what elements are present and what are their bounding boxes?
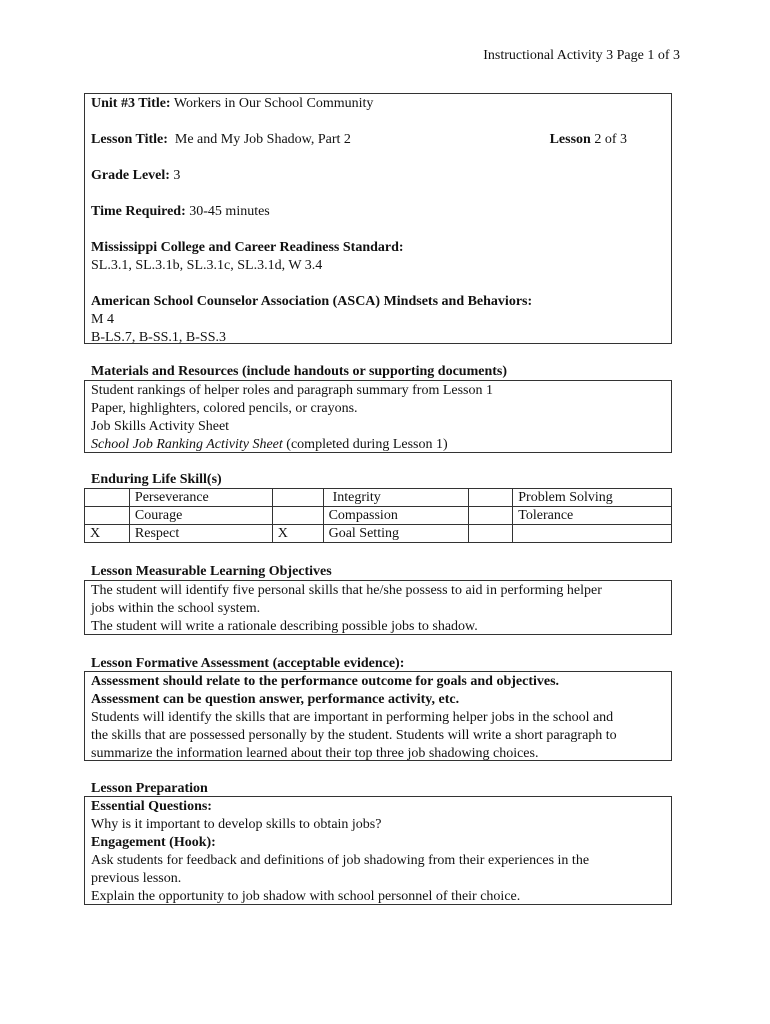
materials-box [84, 380, 672, 453]
skills-row [85, 507, 672, 525]
essential-questions-label: Essential Questions: [91, 799, 212, 814]
asca-line-2: B-LS.7, B-SS.1, B-SS.3 [91, 330, 226, 345]
grade-level-row [91, 167, 665, 185]
grade-level-value: 3 [173, 168, 181, 183]
skill-selection-cell [272, 489, 323, 507]
life-skills-table [84, 488, 672, 543]
standard-label: Mississippi College and Career Readiness Standard: [91, 240, 404, 255]
skill-name-cell: Integrity [323, 489, 469, 507]
time-required-value: 30-45 minutes [189, 204, 270, 219]
assessment-line-3: summarize the information learned about their top three job shadowing choices. [91, 746, 539, 761]
hook-line-3: Explain the opportunity to job shadow with school personnel of their choice. [91, 889, 521, 904]
lesson-number-label: Lesson [549, 132, 591, 147]
skills-row [85, 525, 672, 543]
objective-line-3: The student will write a rationale describing possible jobs to shadow. [91, 619, 478, 634]
skill-selection-cell [469, 525, 513, 543]
skill-name-cell: Goal Setting [323, 525, 469, 543]
skill-selection-cell [469, 489, 513, 507]
unit-title-value: Workers in Our School Community [173, 96, 374, 111]
skill-name-cell: Perseverance [129, 489, 272, 507]
hook-label: Engagement (Hook): [91, 835, 216, 850]
essential-questions-text: Why is it important to develop skills to obtain jobs? [91, 817, 382, 832]
asca-line-1: M 4 [91, 312, 114, 327]
hook-line-2: previous lesson. [91, 871, 182, 886]
standard-value: SL.3.1, SL.3.1b, SL.3.1c, SL.3.1d, W 3.4 [91, 258, 323, 273]
skills-heading: Enduring Life Skill(s) [91, 472, 222, 487]
assessment-line-1: Students will identify the skills that are important in performing helper jobs in the school and [91, 710, 614, 725]
preparation-heading: Lesson Preparation [91, 781, 208, 796]
lesson-info-box [84, 93, 672, 344]
skill-selection-cell [469, 507, 513, 525]
materials-line-3: Job Skills Activity Sheet [91, 419, 230, 434]
skill-selection-cell: X [272, 525, 323, 543]
materials-line-4 [91, 436, 665, 454]
skill-selection-cell [85, 489, 130, 507]
skill-name-cell: Compassion [323, 507, 469, 525]
objective-line-2: jobs within the school system. [91, 601, 261, 616]
skill-name-cell: Tolerance [513, 507, 672, 525]
time-required-label: Time Required: [91, 204, 186, 219]
hook-line-1: Ask students for feedback and definitions of job shadowing from their experiences in the [91, 853, 590, 868]
page-header: Instructional Activity 3 Page 1 of 3 [483, 48, 680, 63]
objectives-box [84, 580, 672, 635]
objectives-heading: Lesson Measurable Learning Objectives [91, 564, 332, 579]
materials-sheet-title: School Job Ranking Activity Sheet [91, 437, 283, 452]
skill-selection-cell: X [85, 525, 130, 543]
assessment-heading: Lesson Formative Assessment (acceptable evidence): [91, 656, 405, 671]
skill-selection-cell [272, 507, 323, 525]
grade-level-label: Grade Level: [91, 168, 170, 183]
materials-line-1: Student rankings of helper roles and paragraph summary from Lesson 1 [91, 383, 494, 398]
time-required-row [91, 203, 665, 221]
assessment-note-2: Assessment can be question answer, performance activity, etc. [91, 692, 460, 707]
objective-line-1: The student will identify five personal skills that he/she possess to aid in performing helper [91, 583, 602, 598]
preparation-box [84, 796, 672, 905]
assessment-note-1: Assessment should relate to the performance outcome for goals and objectives. [91, 674, 560, 689]
unit-title-label: Unit #3 Title: [91, 96, 171, 111]
skills-row [85, 489, 672, 507]
materials-line-2: Paper, highlighters, colored pencils, or crayons. [91, 401, 358, 416]
materials-heading: Materials and Resources (include handouts or supporting documents) [91, 364, 508, 379]
lesson-title-value: Me and My Job Shadow, Part 2 [174, 132, 351, 147]
lesson-number-value: 2 of 3 [594, 132, 627, 147]
lesson-title-row [91, 131, 665, 149]
assessment-box [84, 671, 672, 761]
lesson-title-label: Lesson Title: [91, 132, 168, 147]
skill-name-cell: Respect [129, 525, 272, 543]
assessment-line-2: the skills that are possessed personally by the student. Students will write a short paragraph to [91, 728, 617, 743]
materials-sheet-note: (completed during Lesson 1) [282, 437, 448, 452]
skill-name-cell: Courage [129, 507, 272, 525]
skill-name-cell: Problem Solving [513, 489, 672, 507]
skill-name-cell [513, 525, 672, 543]
skill-selection-cell [85, 507, 130, 525]
unit-title-row [91, 95, 665, 113]
asca-label: American School Counselor Association (ASCA) Mindsets and Behaviors: [91, 294, 533, 309]
